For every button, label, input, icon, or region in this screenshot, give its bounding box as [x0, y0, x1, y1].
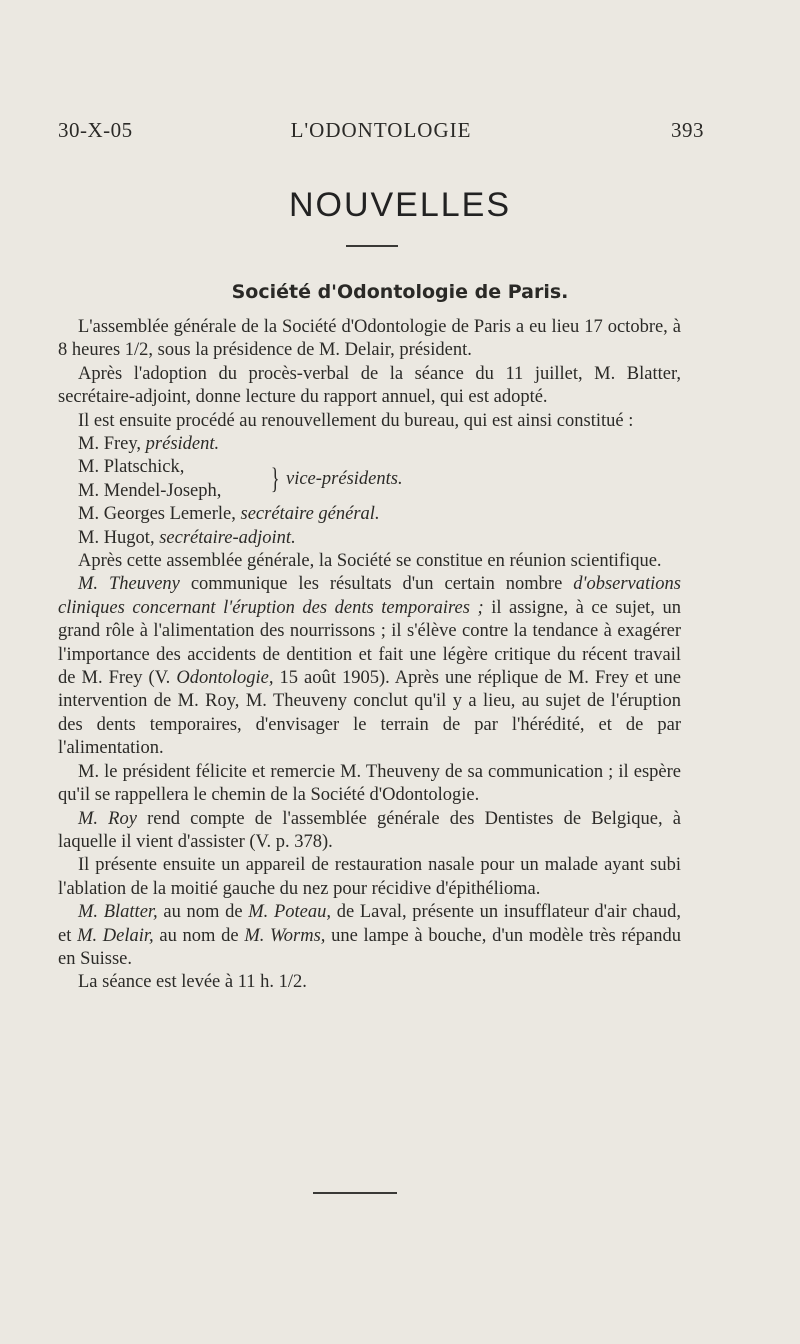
- title-divider: [346, 245, 398, 247]
- speaker-name: M. Roy: [78, 808, 137, 829]
- journal-reference: Odontologie,: [176, 668, 274, 689]
- officer-name: M. Georges Lemerle,: [78, 504, 236, 525]
- paragraph: Il présente ensuite un appareil de restauration nasale pour un malade ayant subi l'ablation de la moitié gauche du nez pour récidive d'épithélioma.: [58, 855, 681, 899]
- paragraph: Après cette assemblée générale, la Société se constitue en réunion scientifique.: [78, 551, 662, 572]
- officer-name: M. Hugot,: [78, 527, 155, 548]
- paragraph: [58, 808, 681, 855]
- paragraph: [58, 901, 681, 971]
- speaker-name: M. Blatter,: [78, 902, 158, 923]
- paragraph-text: il assigne, à ce sujet, un grand rôle à l'alimentation des nourrissons ; il s'élève contre la tendance à exagérer l'importance des accidents de dentition et fait une légère critique du récent travail de M. Frey (V.: [58, 597, 681, 689]
- article-heading: Société d'Odontologie de Paris.: [231, 281, 569, 303]
- paragraph: [58, 573, 681, 760]
- officer-role: secrétaire général.: [240, 504, 380, 525]
- speaker-name: M. Theuveny: [78, 574, 180, 595]
- paragraph: M. le président félicite et remercie M. Theuveny de sa communication ; il espère qu'il se rappellera le chemin de la Société d'Odontologie.: [58, 761, 681, 806]
- article-body: [58, 316, 681, 995]
- header-date: 30-X-05: [58, 118, 133, 142]
- brace-icon: }: [270, 462, 280, 496]
- officer-row: [58, 527, 681, 550]
- officer-role: secrétaire-adjoint.: [159, 527, 296, 548]
- officer-role: président.: [145, 434, 220, 455]
- paragraph-text: communique les résultats d'un certain nombre: [179, 574, 574, 595]
- officer-name: M. Platschick,: [78, 457, 185, 478]
- officer-list: [58, 433, 681, 550]
- paragraph-text: au nom de: [153, 925, 245, 946]
- paragraph-text: de Laval, présente un insufflateur d'air chaud, et: [58, 902, 682, 946]
- officer-row: [58, 503, 681, 526]
- page-number: 393: [671, 118, 704, 142]
- italic-phrase: d'observations cliniques concernant l'éruption des dents temporaires ;: [58, 574, 681, 618]
- speaker-name: M. Worms,: [244, 925, 326, 946]
- speaker-name: M. Delair,: [77, 925, 154, 946]
- paragraph-text: 15 août 1905). Après une réplique de M. Frey et une intervention de M. Roy, M. Theuveny conclut qu'il y a lieu, au sujet de l'éruption des dents temporaires, d'envisager le terrain de par l'hérédité, et de par l'alimentation.: [58, 668, 681, 759]
- running-header: [58, 118, 704, 148]
- vice-presidents-group: [58, 456, 681, 503]
- officer-row: [58, 433, 681, 456]
- paragraph-text: une lampe à bouche, d'un modèle très répandu en Suisse.: [58, 925, 682, 969]
- paragraph: L'assemblée générale de la Société d'Odontologie de Paris a eu lieu 17 octobre, à 8 heures 1/2, sous la présidence de M. Delair, président.: [58, 317, 681, 361]
- paragraph: La séance est levée à 11 h. 1/2.: [78, 972, 307, 993]
- end-divider: [313, 1192, 397, 1194]
- paragraph-text: rend compte de l'assemblée générale des Dentistes de Belgique, à laquelle il vient d'assister (V. p. 378).: [58, 808, 681, 852]
- officer-role: vice-présidents.: [286, 469, 403, 490]
- paragraph: Il est ensuite procédé au renouvellement du bureau, qui est ainsi constitué :: [78, 410, 634, 431]
- paragraph: Après l'adoption du procès-verbal de la séance du 11 juillet, M. Blatter, secrétaire-adjoint, donne lecture du rapport annuel, qui est adopté.: [58, 363, 681, 408]
- officer-name: M. Frey,: [78, 434, 142, 455]
- speaker-name: M. Poteau,: [248, 902, 332, 923]
- header-journal-title: L'ODONTOLOGIE: [290, 118, 472, 142]
- officer-name: M. Mendel-Joseph,: [78, 480, 222, 501]
- section-title: NOUVELLES: [288, 186, 512, 224]
- paragraph-text: au nom de: [157, 902, 249, 923]
